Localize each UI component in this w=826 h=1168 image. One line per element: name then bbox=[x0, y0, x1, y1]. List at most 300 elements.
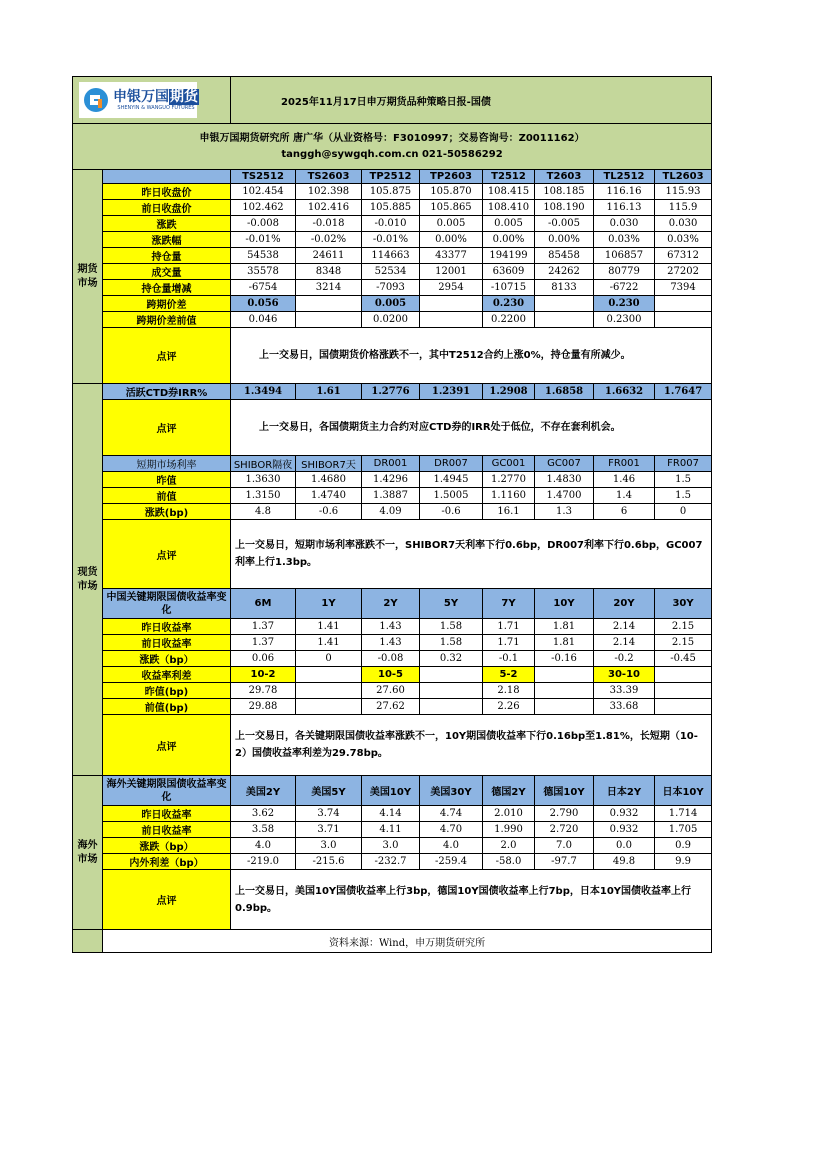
table-row bbox=[73, 776, 712, 806]
value-cell bbox=[655, 699, 712, 715]
value-cell: 115.93 bbox=[655, 184, 712, 200]
table-row bbox=[73, 589, 712, 619]
value-cell: 1.990 bbox=[483, 822, 535, 838]
value-cell: 1.1160 bbox=[483, 488, 535, 504]
table-row bbox=[73, 400, 712, 456]
value-cell: 9.9 bbox=[655, 854, 712, 870]
value-cell: 2.720 bbox=[535, 822, 594, 838]
bond-header: 日本2Y bbox=[594, 776, 655, 806]
bond-header: 美国2Y bbox=[231, 776, 296, 806]
value-cell: 2954 bbox=[420, 280, 483, 296]
value-cell: 3.0 bbox=[296, 838, 362, 854]
value-cell: 2.790 bbox=[535, 806, 594, 822]
value-cell: 106857 bbox=[594, 248, 655, 264]
value-cell: 1.4945 bbox=[420, 472, 483, 488]
logo-text: 申银万国 bbox=[113, 88, 169, 105]
value-cell: 1.81 bbox=[535, 635, 594, 651]
spread-header: 5-2 bbox=[483, 667, 535, 683]
row-label: 涨跌(bp) bbox=[103, 504, 231, 520]
rate-header: DR001 bbox=[362, 456, 420, 472]
irr-cell: 1.61 bbox=[296, 384, 362, 400]
value-cell: 0.03% bbox=[594, 232, 655, 248]
value-cell: 67312 bbox=[655, 248, 712, 264]
value-cell: 1.37 bbox=[231, 635, 296, 651]
logo-subtitle: SHENYIN & WANGUO FUTURES bbox=[117, 104, 195, 111]
ctd-comment: 上一交易日，各国债期货主力合约对应CTD券的IRR处于低位，不存在套利机会。 bbox=[231, 400, 712, 456]
row-label: 涨跌（bp） bbox=[103, 838, 231, 854]
value-cell: 7394 bbox=[655, 280, 712, 296]
value-cell: 116.13 bbox=[594, 200, 655, 216]
table-row bbox=[73, 854, 712, 870]
table-row bbox=[73, 124, 712, 170]
value-cell: 1.5 bbox=[655, 472, 712, 488]
overseas-comment: 上一交易日，美国10Y国债收益率上行3bp，德国10Y国债收益率上行7bp，日本10Y国债收益率上行0.9bp。 bbox=[231, 870, 712, 930]
spread-cell: 0.056 bbox=[231, 296, 296, 312]
value-cell: 33.39 bbox=[594, 683, 655, 699]
spread-header: 30-10 bbox=[594, 667, 655, 683]
value-cell: 0.03% bbox=[655, 232, 712, 248]
value-cell: 1.41 bbox=[296, 635, 362, 651]
value-cell: -215.6 bbox=[296, 854, 362, 870]
value-cell: 27.62 bbox=[362, 699, 420, 715]
row-label: 前值(bp) bbox=[103, 699, 231, 715]
author-header bbox=[73, 124, 712, 170]
value-cell: 80779 bbox=[594, 264, 655, 280]
row-label: 跨期价差前值 bbox=[103, 312, 231, 328]
contract-header: TL2512 bbox=[594, 170, 655, 184]
source-note: 资料来源：Wind，申万期货研究所 bbox=[103, 930, 712, 953]
value-cell: 1.71 bbox=[483, 635, 535, 651]
value-cell: -10715 bbox=[483, 280, 535, 296]
table-row bbox=[73, 264, 712, 280]
value-cell: 0.005 bbox=[483, 216, 535, 232]
value-cell: 3.62 bbox=[231, 806, 296, 822]
row-label: 昨日收盘价 bbox=[103, 184, 231, 200]
value-cell: 1.4700 bbox=[535, 488, 594, 504]
comment-label: 点评 bbox=[103, 520, 231, 589]
spread-cell: 0.230 bbox=[594, 296, 655, 312]
value-cell: 6 bbox=[594, 504, 655, 520]
footer-side-cell bbox=[73, 930, 103, 953]
value-cell: 0.932 bbox=[594, 806, 655, 822]
row-label: 持仓量 bbox=[103, 248, 231, 264]
value-cell: 1.81 bbox=[535, 619, 594, 635]
value-cell: -0.01% bbox=[362, 232, 420, 248]
table-row bbox=[73, 520, 712, 589]
table-row bbox=[73, 504, 712, 520]
rate-header: DR007 bbox=[420, 456, 483, 472]
contract-header: TP2512 bbox=[362, 170, 420, 184]
bond-header: 美国30Y bbox=[420, 776, 483, 806]
row-label: 昨日收益率 bbox=[103, 806, 231, 822]
value-cell: 0.00% bbox=[483, 232, 535, 248]
company-logo bbox=[79, 82, 197, 118]
table-row bbox=[73, 296, 712, 312]
value-cell: 0.932 bbox=[594, 822, 655, 838]
value-cell: 1.43 bbox=[362, 619, 420, 635]
row-label: 前日收盘价 bbox=[103, 200, 231, 216]
value-cell: 2.15 bbox=[655, 619, 712, 635]
value-cell: -232.7 bbox=[362, 854, 420, 870]
table-row bbox=[73, 384, 712, 400]
spread-header bbox=[535, 667, 594, 683]
value-cell: 2.0 bbox=[483, 838, 535, 854]
value-cell: 2.26 bbox=[483, 699, 535, 715]
table-row bbox=[73, 930, 712, 953]
value-cell: 0.030 bbox=[594, 216, 655, 232]
logo-text-highlight: 期货 bbox=[170, 88, 198, 105]
tenor-header: 6M bbox=[231, 589, 296, 619]
value-cell: 105.875 bbox=[362, 184, 420, 200]
value-cell: -219.0 bbox=[231, 854, 296, 870]
value-cell: 0.9 bbox=[655, 838, 712, 854]
spread-prev-cell: 0.046 bbox=[231, 312, 296, 328]
rate-header: GC007 bbox=[535, 456, 594, 472]
spread-header bbox=[420, 667, 483, 683]
spread-header: 10-2 bbox=[231, 667, 296, 683]
contract-header: TP2603 bbox=[420, 170, 483, 184]
table-row bbox=[73, 683, 712, 699]
value-cell: 4.70 bbox=[420, 822, 483, 838]
value-cell: 3.74 bbox=[296, 806, 362, 822]
comment-label: 点评 bbox=[103, 400, 231, 456]
value-cell: 1.4680 bbox=[296, 472, 362, 488]
value-cell: 1.705 bbox=[655, 822, 712, 838]
table-row bbox=[73, 472, 712, 488]
irr-cell: 1.6632 bbox=[594, 384, 655, 400]
value-cell: 54538 bbox=[231, 248, 296, 264]
comment-label: 点评 bbox=[103, 328, 231, 384]
value-cell: 105.885 bbox=[362, 200, 420, 216]
value-cell: 52534 bbox=[362, 264, 420, 280]
bond-header: 美国10Y bbox=[362, 776, 420, 806]
value-cell: 0.06 bbox=[231, 651, 296, 667]
table-row bbox=[73, 619, 712, 635]
value-cell: -0.018 bbox=[296, 216, 362, 232]
row-label: 中国关键期限国债收益率变化 bbox=[103, 589, 231, 619]
spread-prev-cell: 0.2300 bbox=[594, 312, 655, 328]
tenor-header: 2Y bbox=[362, 589, 420, 619]
report-title: 2025年11月17日申万期货品种策略日报-国债 bbox=[231, 77, 712, 124]
bond-header: 德国10Y bbox=[535, 776, 594, 806]
value-cell: 4.09 bbox=[362, 504, 420, 520]
value-cell: 1.5005 bbox=[420, 488, 483, 504]
irr-cell: 1.6858 bbox=[535, 384, 594, 400]
value-cell: 102.398 bbox=[296, 184, 362, 200]
row-label: 内外利差（bp） bbox=[103, 854, 231, 870]
table-row bbox=[73, 170, 712, 184]
tenor-header: 20Y bbox=[594, 589, 655, 619]
table-row bbox=[73, 667, 712, 683]
value-cell: 3.0 bbox=[362, 838, 420, 854]
contract-header: T2603 bbox=[535, 170, 594, 184]
bond-header: 德国2Y bbox=[483, 776, 535, 806]
irr-cell: 1.2908 bbox=[483, 384, 535, 400]
value-cell: -0.01% bbox=[231, 232, 296, 248]
bond-header: 美国5Y bbox=[296, 776, 362, 806]
table-row bbox=[73, 280, 712, 296]
table-row bbox=[73, 806, 712, 822]
value-cell: 108.415 bbox=[483, 184, 535, 200]
spread-cell bbox=[420, 296, 483, 312]
value-cell: 108.190 bbox=[535, 200, 594, 216]
value-cell: 1.3 bbox=[535, 504, 594, 520]
value-cell: 0.005 bbox=[420, 216, 483, 232]
row-label: 前日收益率 bbox=[103, 822, 231, 838]
spread-header bbox=[655, 667, 712, 683]
futures-comment: 上一交易日，国债期货价格涨跌不一，其中T2512合约上涨0%，持仓量有所减少。 bbox=[231, 328, 712, 384]
rate-header: SHIBOR隔夜 bbox=[231, 456, 296, 472]
value-cell: 1.4 bbox=[594, 488, 655, 504]
rate-header: FR007 bbox=[655, 456, 712, 472]
spread-cell bbox=[296, 296, 362, 312]
author-line: 申银万国期货研究所 唐广华（从业资格号：F3010997；交易咨询号：Z0011162） bbox=[199, 132, 585, 144]
spread-header: 10-5 bbox=[362, 667, 420, 683]
value-cell: -0.6 bbox=[296, 504, 362, 520]
rate-header: FR001 bbox=[594, 456, 655, 472]
value-cell: 0.32 bbox=[420, 651, 483, 667]
value-cell: 0.00% bbox=[420, 232, 483, 248]
logo-mark-icon bbox=[83, 87, 109, 113]
row-label: 涨跌幅 bbox=[103, 232, 231, 248]
value-cell: 1.58 bbox=[420, 635, 483, 651]
contract-header: TL2603 bbox=[655, 170, 712, 184]
value-cell: 1.41 bbox=[296, 619, 362, 635]
table-row bbox=[73, 870, 712, 930]
rate-header: GC001 bbox=[483, 456, 535, 472]
value-cell bbox=[296, 683, 362, 699]
irr-cell: 1.2776 bbox=[362, 384, 420, 400]
value-cell: 4.0 bbox=[420, 838, 483, 854]
row-label: 成交量 bbox=[103, 264, 231, 280]
value-cell: 1.58 bbox=[420, 619, 483, 635]
value-cell: 1.4830 bbox=[535, 472, 594, 488]
irr-cell: 1.2391 bbox=[420, 384, 483, 400]
row-label: 前日收益率 bbox=[103, 635, 231, 651]
value-cell: 105.870 bbox=[420, 184, 483, 200]
value-cell bbox=[420, 683, 483, 699]
value-cell: 1.714 bbox=[655, 806, 712, 822]
table-row bbox=[73, 838, 712, 854]
value-cell: 4.0 bbox=[231, 838, 296, 854]
value-cell: -0.2 bbox=[594, 651, 655, 667]
short-rates-comment: 上一交易日，短期市场利率涨跌不一，SHIBOR7天利率下行0.6bp，DR007利率下行0.6bp，GC007利率上行1.3bp。 bbox=[231, 520, 712, 589]
value-cell: 35578 bbox=[231, 264, 296, 280]
value-cell bbox=[296, 699, 362, 715]
value-cell: 1.4740 bbox=[296, 488, 362, 504]
contract-header: TS2603 bbox=[296, 170, 362, 184]
comment-label: 点评 bbox=[103, 870, 231, 930]
value-cell: 8133 bbox=[535, 280, 594, 296]
spread-prev-cell: 0.0200 bbox=[362, 312, 420, 328]
corner-cell bbox=[103, 170, 231, 184]
value-cell: 102.454 bbox=[231, 184, 296, 200]
value-cell: -0.1 bbox=[483, 651, 535, 667]
tenor-header: 5Y bbox=[420, 589, 483, 619]
row-label: 海外关键期限国债收益率变化 bbox=[103, 776, 231, 806]
value-cell: -6754 bbox=[231, 280, 296, 296]
spread-header bbox=[296, 667, 362, 683]
contact-line: tanggh@sywgqh.com.cn 021-50586292 bbox=[281, 148, 503, 160]
value-cell: 102.416 bbox=[296, 200, 362, 216]
section-futures: 期货市场 bbox=[73, 170, 103, 384]
value-cell: 1.37 bbox=[231, 619, 296, 635]
value-cell: 0 bbox=[655, 504, 712, 520]
table-row bbox=[73, 232, 712, 248]
logo-cell bbox=[73, 77, 231, 124]
value-cell: 1.46 bbox=[594, 472, 655, 488]
value-cell: 7.0 bbox=[535, 838, 594, 854]
value-cell: 4.14 bbox=[362, 806, 420, 822]
value-cell: 4.74 bbox=[420, 806, 483, 822]
value-cell: 194199 bbox=[483, 248, 535, 264]
comment-label: 点评 bbox=[103, 715, 231, 776]
value-cell: -0.008 bbox=[231, 216, 296, 232]
value-cell: 24262 bbox=[535, 264, 594, 280]
value-cell: 0.0 bbox=[594, 838, 655, 854]
value-cell: 4.11 bbox=[362, 822, 420, 838]
tenor-header: 1Y bbox=[296, 589, 362, 619]
bond-header: 日本10Y bbox=[655, 776, 712, 806]
value-cell: 102.462 bbox=[231, 200, 296, 216]
value-cell: -0.16 bbox=[535, 651, 594, 667]
irr-cell: 1.3494 bbox=[231, 384, 296, 400]
value-cell: 3.58 bbox=[231, 822, 296, 838]
row-label: 涨跌（bp） bbox=[103, 651, 231, 667]
section-overseas: 海外市场 bbox=[73, 776, 103, 930]
value-cell: -259.4 bbox=[420, 854, 483, 870]
value-cell: 2.14 bbox=[594, 619, 655, 635]
spread-cell: 0.230 bbox=[483, 296, 535, 312]
value-cell: 105.865 bbox=[420, 200, 483, 216]
value-cell: 63609 bbox=[483, 264, 535, 280]
row-label: 短期市场利率 bbox=[103, 456, 231, 472]
spread-cell bbox=[655, 296, 712, 312]
value-cell: 1.2770 bbox=[483, 472, 535, 488]
value-cell: 2.14 bbox=[594, 635, 655, 651]
rate-header: SHIBOR7天 bbox=[296, 456, 362, 472]
value-cell bbox=[420, 699, 483, 715]
value-cell: 0.00% bbox=[535, 232, 594, 248]
section-spot: 现货市场 bbox=[73, 384, 103, 776]
tenor-header: 30Y bbox=[655, 589, 712, 619]
spread-prev-cell bbox=[535, 312, 594, 328]
value-cell: -0.010 bbox=[362, 216, 420, 232]
table-row bbox=[73, 216, 712, 232]
table-row bbox=[73, 715, 712, 776]
value-cell: 12001 bbox=[420, 264, 483, 280]
value-cell: 0 bbox=[296, 651, 362, 667]
value-cell bbox=[655, 683, 712, 699]
table-row bbox=[73, 184, 712, 200]
table-row bbox=[73, 822, 712, 838]
value-cell: 2.18 bbox=[483, 683, 535, 699]
row-label: 跨期价差 bbox=[103, 296, 231, 312]
value-cell: 49.8 bbox=[594, 854, 655, 870]
value-cell: -0.02% bbox=[296, 232, 362, 248]
value-cell: -0.6 bbox=[420, 504, 483, 520]
value-cell: 4.8 bbox=[231, 504, 296, 520]
value-cell: 1.5 bbox=[655, 488, 712, 504]
row-label: 前值 bbox=[103, 488, 231, 504]
irr-cell: 1.7647 bbox=[655, 384, 712, 400]
value-cell: 3214 bbox=[296, 280, 362, 296]
table-row bbox=[73, 328, 712, 384]
value-cell: 3.71 bbox=[296, 822, 362, 838]
value-cell: 1.3150 bbox=[231, 488, 296, 504]
value-cell: 16.1 bbox=[483, 504, 535, 520]
value-cell: 1.71 bbox=[483, 619, 535, 635]
value-cell: 1.3630 bbox=[231, 472, 296, 488]
value-cell: 33.68 bbox=[594, 699, 655, 715]
value-cell bbox=[535, 699, 594, 715]
contract-header: TS2512 bbox=[231, 170, 296, 184]
value-cell: 85458 bbox=[535, 248, 594, 264]
table-row bbox=[73, 635, 712, 651]
table-row bbox=[73, 488, 712, 504]
value-cell: -0.45 bbox=[655, 651, 712, 667]
value-cell: 29.88 bbox=[231, 699, 296, 715]
value-cell: 27202 bbox=[655, 264, 712, 280]
value-cell: 2.010 bbox=[483, 806, 535, 822]
row-label: 昨日收益率 bbox=[103, 619, 231, 635]
value-cell: 1.3887 bbox=[362, 488, 420, 504]
spread-cell bbox=[535, 296, 594, 312]
value-cell: 1.43 bbox=[362, 635, 420, 651]
spread-prev-cell: 0.2200 bbox=[483, 312, 535, 328]
spread-prev-cell bbox=[655, 312, 712, 328]
value-cell: 108.410 bbox=[483, 200, 535, 216]
row-label: 活跃CTD券IRR% bbox=[103, 384, 231, 400]
value-cell: -58.0 bbox=[483, 854, 535, 870]
value-cell: -7093 bbox=[362, 280, 420, 296]
table-row bbox=[73, 248, 712, 264]
value-cell: 116.16 bbox=[594, 184, 655, 200]
table-row bbox=[73, 200, 712, 216]
row-label: 昨值 bbox=[103, 472, 231, 488]
tenor-header: 10Y bbox=[535, 589, 594, 619]
value-cell: 2.15 bbox=[655, 635, 712, 651]
value-cell: 108.185 bbox=[535, 184, 594, 200]
value-cell: 29.78 bbox=[231, 683, 296, 699]
value-cell: 27.60 bbox=[362, 683, 420, 699]
contract-header: T2512 bbox=[483, 170, 535, 184]
value-cell: 8348 bbox=[296, 264, 362, 280]
value-cell bbox=[535, 683, 594, 699]
value-cell: 115.9 bbox=[655, 200, 712, 216]
table-row bbox=[73, 699, 712, 715]
row-label: 收益率利差 bbox=[103, 667, 231, 683]
row-label: 涨跌 bbox=[103, 216, 231, 232]
value-cell: -97.7 bbox=[535, 854, 594, 870]
value-cell: 0.030 bbox=[655, 216, 712, 232]
table-row bbox=[73, 312, 712, 328]
value-cell: 1.4296 bbox=[362, 472, 420, 488]
table-row bbox=[73, 456, 712, 472]
table-row bbox=[73, 77, 712, 124]
value-cell: 43377 bbox=[420, 248, 483, 264]
cn-yields-comment: 上一交易日，各关键期限国债收益率涨跌不一，10Y期国债收益率下行0.16bp至1.81%，长短期（10-2）国债收益率利差为29.78bp。 bbox=[231, 715, 712, 776]
table-row bbox=[73, 651, 712, 667]
strategy-report-sheet bbox=[72, 76, 712, 953]
spread-cell: 0.005 bbox=[362, 296, 420, 312]
value-cell: -6722 bbox=[594, 280, 655, 296]
value-cell: -0.08 bbox=[362, 651, 420, 667]
row-label: 持仓量增减 bbox=[103, 280, 231, 296]
value-cell: -0.005 bbox=[535, 216, 594, 232]
value-cell: 24611 bbox=[296, 248, 362, 264]
tenor-header: 7Y bbox=[483, 589, 535, 619]
